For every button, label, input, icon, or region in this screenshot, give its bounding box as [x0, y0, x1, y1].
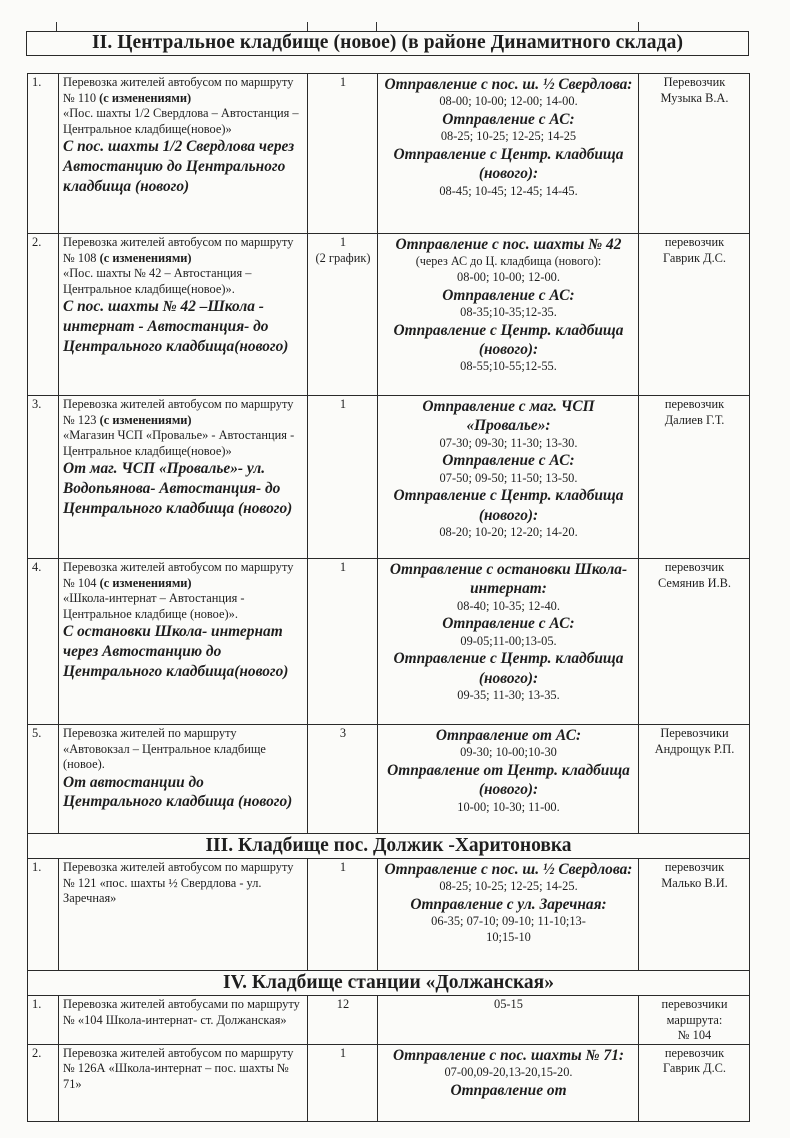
bus-count-value: 1	[339, 235, 347, 249]
bus-count	[308, 396, 378, 559]
departure-value: 07-00,09-20,13-20,15-20.	[444, 1065, 573, 1080]
row-number: 2.	[28, 1044, 59, 1121]
departure-value: 09-35; 11-30; 13-35.	[457, 688, 560, 703]
bus-count: 1	[308, 1044, 378, 1121]
section-iii-title: III. Кладбище пос. Должик -Харитоновка	[28, 834, 750, 859]
route-name: «Пос. шахты № 42 – Автостанция – Центральное кладбище(новое)».	[63, 266, 252, 296]
bus-count-value: 3	[339, 726, 347, 740]
departure-value: 07-30; 09-30; 11-30; 13-30.	[439, 435, 578, 450]
departure-times	[378, 1044, 639, 1121]
table-row	[28, 996, 750, 1045]
departure-label: Отправление с маг. ЧСП «Провалье»:	[422, 398, 595, 435]
carrier-name: Малько В.И.	[661, 875, 728, 890]
section-ii-title: II. Центральное кладбище (новое) (в районе Динамитного склада)	[91, 32, 684, 53]
table-row	[28, 396, 750, 559]
table-row	[28, 1044, 750, 1121]
carrier-role: перевозчик	[664, 1045, 725, 1060]
departure-value: 08-40; 10-35; 12-40.	[457, 598, 560, 613]
departure-value: 10-00; 10-30; 11-00.	[457, 799, 560, 814]
route-path: От маг. ЧСП «Провалье»- ул. Водопьянова- Автостанция- до Центрального кладбища (нового)	[63, 460, 293, 517]
departure-note: (через АС до Ц. кладбища (нового):	[415, 254, 602, 269]
route-name: «Магазин ЧСП «Провалье» - Автостанция - Центральное кладбище(новое)»	[63, 428, 295, 458]
carrier	[639, 396, 750, 559]
departure-value: 09-05;11-00;13-05.	[460, 633, 557, 648]
route-path: С остановки Школа- интернат через Автостанцию до Центрального кладбища(нового)	[63, 623, 289, 680]
departure-label: Отправление с остановки Школа-интернат:	[389, 561, 628, 598]
bus-count	[308, 74, 378, 234]
departure-label: Отправление с пос. ш. ½ Свердлова:	[384, 76, 633, 93]
table-row	[28, 234, 750, 396]
departure-label: Отправление с пос. шахты № 71:	[392, 1046, 625, 1064]
bus-count: 1	[308, 859, 378, 971]
departure-value: 08-25; 10-25; 12-25; 14-25.	[439, 879, 578, 894]
carrier-role: Перевозчик	[663, 75, 726, 89]
departure-label: Отправление с пос. ш. ½ Свердлова:	[384, 861, 633, 878]
bus-count	[308, 559, 378, 725]
table-stub-line	[638, 22, 639, 31]
departure-value: 08-00; 10-00; 12-00.	[457, 270, 560, 284]
route-changes: (с изменениями)	[99, 90, 192, 105]
route-description: Перевозка жителей автобусом по маршруту № 126А «Школа-интернат – пос. шахты № 71»	[59, 1044, 308, 1121]
route-intro: Перевозка жителей автобусом по маршруту № 123	[63, 397, 294, 427]
bus-count-value: 1	[339, 75, 347, 89]
row-number: 1.	[28, 74, 59, 234]
route-intro: Перевозка жителей автобусом по маршруту № 108	[63, 235, 294, 265]
route-description	[59, 74, 308, 234]
carrier	[639, 1044, 750, 1121]
carrier-role: перевозчики маршрута:	[661, 997, 728, 1027]
route-name: «Пос. шахты 1/2 Свердлова – Автостанция –Центральное кладбище(новое)»	[63, 106, 299, 136]
departure-label: Отправление от АС:	[435, 727, 582, 744]
route-intro: Перевозка жителей по маршруту	[63, 726, 237, 740]
table-row	[28, 859, 750, 971]
carrier-role: перевозчик	[664, 397, 725, 411]
carrier-name: Далиев Г.Т.	[664, 412, 725, 427]
section-ii-header	[26, 31, 749, 56]
carrier-name: № 104	[677, 1028, 712, 1043]
row-number: 4.	[28, 559, 59, 725]
departure-times	[378, 859, 639, 971]
departure-label: Отправление с Центр. кладбища (нового):	[393, 321, 624, 358]
route-description	[59, 396, 308, 559]
route-changes: (с изменениями)	[99, 575, 192, 590]
carrier	[639, 996, 750, 1045]
section-ii-table	[27, 73, 750, 1122]
route-name: «Автовокзал – Центральное кладбище (новое).	[63, 741, 266, 772]
bus-count: 12	[308, 996, 378, 1045]
bus-count	[308, 725, 378, 834]
section-iv-title: IV. Кладбище станции «Должанская»	[28, 971, 750, 996]
departure-value: 08-25; 10-25; 12-25; 14-25	[440, 129, 577, 144]
carrier-role: перевозчик	[664, 560, 725, 574]
route-path: С пос. шахты 1/2 Свердлова через Автостанцию до Центрального кладбища (нового)	[63, 138, 295, 195]
bus-count	[308, 234, 378, 396]
departure-value: 08-20; 10-20; 12-20; 14-20.	[439, 525, 578, 540]
departure-label: Отправление с АС:	[442, 286, 575, 304]
departure-label: Отправление от Центр. кладбища (нового):	[387, 762, 630, 799]
table-stub-line	[376, 22, 377, 31]
route-description: Перевозка жителей автобусом по маршруту № 121 «пос. шахты ½ Свердлова - ул. Заречная»	[59, 859, 308, 971]
departure-times	[378, 234, 639, 396]
carrier-role: перевозчик	[664, 235, 725, 249]
departure-value: 08-35;10-35;12-35.	[460, 305, 557, 319]
route-path: От автостанции до Центрального кладбища (нового)	[63, 773, 293, 811]
section-iv-header	[28, 971, 750, 996]
route-description	[59, 234, 308, 396]
departure-value: 06-35; 07-10; 09-10; 11-10;13-10;15-10	[431, 914, 586, 944]
table-row	[28, 559, 750, 725]
carrier	[639, 559, 750, 725]
row-number: 1.	[28, 996, 59, 1045]
carrier-name: Гаврик Д.С.	[662, 1061, 727, 1076]
carrier	[639, 725, 750, 834]
departure-value: 09-30; 10-00;10-30	[460, 745, 557, 760]
route-changes: (с изменениями)	[99, 412, 192, 427]
departure-times	[378, 74, 639, 234]
route-path: С пос. шахты № 42 –Школа - интернат - Автостанция- до Центрального кладбища(нового)	[63, 298, 289, 355]
departure-value: 08-45; 10-45; 12-45; 14-45.	[439, 183, 578, 198]
table-row	[28, 74, 750, 234]
carrier-role: перевозчик	[664, 860, 725, 874]
route-intro: Перевозка жителей автобусом по маршруту № 110	[63, 75, 294, 105]
route-description: Перевозка жителей автобусами по маршруту № «104 Школа-интернат- ст. Должанская»	[59, 996, 308, 1045]
departure-value: 08-00; 10-00; 12-00; 14-00.	[439, 94, 578, 109]
departure-times	[378, 396, 639, 559]
departure-label: Отправление от	[450, 1081, 567, 1099]
carrier-name: Андрощук Р.П.	[654, 741, 735, 756]
row-number: 5.	[28, 725, 59, 834]
carrier-name: Музыка В.А.	[660, 90, 729, 105]
departure-label: Отправление с АС:	[442, 615, 575, 633]
row-number: 3.	[28, 396, 59, 559]
row-number: 2.	[28, 234, 59, 396]
route-intro: Перевозка жителей автобусом по маршруту № 104	[63, 560, 294, 590]
table-stub-line	[56, 22, 57, 31]
route-name: «Школа-интернат – Автостанция - Центральное кладбище (новое)».	[63, 591, 245, 621]
departure-times	[378, 559, 639, 725]
departure-times	[378, 725, 639, 834]
table-stub-line	[307, 22, 308, 31]
departure-label: Отправление с Центр. кладбища (нового):	[393, 146, 624, 183]
carrier	[639, 234, 750, 396]
carrier-name: Семянив И.В.	[657, 575, 732, 590]
departure-label: Отправление с ул. Заречная:	[410, 896, 607, 913]
bus-count-value: 1	[339, 560, 347, 574]
departure-times: 05-15	[378, 996, 639, 1045]
departure-label: Отправление с пос. шахты № 42	[395, 236, 622, 253]
bus-count-note: (2 график)	[315, 250, 371, 265]
route-description	[59, 725, 308, 834]
departure-label: Отправление с Центр. кладбища (нового):	[393, 487, 624, 524]
carrier-name: Гаврик Д.С.	[662, 250, 727, 265]
departure-label: Отправление с АС:	[442, 111, 575, 128]
departure-label: Отправление с АС:	[442, 452, 575, 470]
carrier	[639, 859, 750, 971]
carrier	[639, 74, 750, 234]
table-row	[28, 725, 750, 834]
route-changes: (с изменениями)	[99, 250, 192, 265]
departure-value: 08-55;10-55;12-55.	[460, 359, 557, 374]
bus-count-value: 1	[339, 397, 347, 411]
carrier-role: Перевозчики	[660, 726, 729, 740]
section-iii-header	[28, 834, 750, 859]
route-description	[59, 559, 308, 725]
departure-value: 07-50; 09-50; 11-50; 13-50.	[439, 470, 578, 485]
row-number: 1.	[28, 859, 59, 971]
departure-label: Отправление с Центр. кладбища (нового):	[393, 650, 624, 687]
